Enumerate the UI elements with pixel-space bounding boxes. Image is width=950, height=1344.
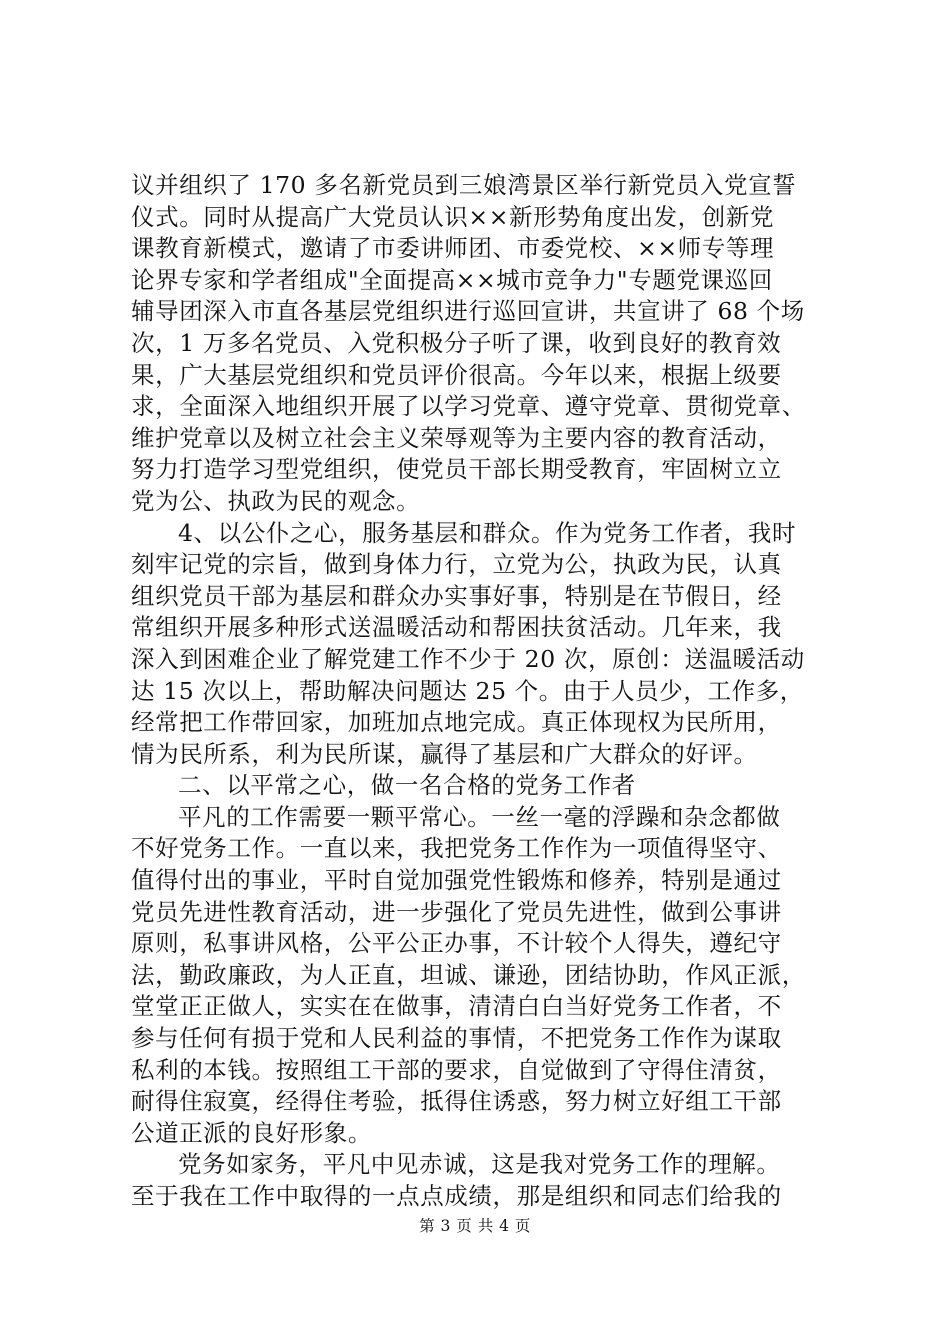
page-number-footer: 第 3 页 共 4 页 <box>419 1217 531 1235</box>
text-line: 论界专家和学者组成"全面提高××城市竞争力"专题党课巡回 <box>131 265 773 294</box>
paragraph-start-line: 党务如家务，平凡中见赤诚，这是我对党务工作的理解。 <box>178 1150 781 1179</box>
text-line: 辅导团深入市直各基层党组织进行巡回宣讲，共宣讲了 68 个场 <box>131 297 805 326</box>
text-line: 议并组织了 170 多名新党员到三娘湾景区举行新党员入党宣誓 <box>131 171 797 199</box>
paragraph-start-line: 4、以公仆之心，服务基层和群众。作为党务工作者，我时 <box>178 518 797 547</box>
text-line: 深入到困难企业了解党建工作不少于 20 次，原创：送温暖活动 <box>131 644 805 673</box>
text-line: 果，广大基层党组织和党员评价很高。今年以来，根据上级要 <box>131 360 782 389</box>
text-line: 党为公、执政为民的观念。 <box>131 486 421 515</box>
text-line: 次，1 万多名党员、入党积极分子听了课，收到良好的教育效 <box>131 328 782 357</box>
paragraph-start-line: 平凡的工作需要一颗平常心。一丝一毫的浮躁和杂念都做 <box>178 802 781 831</box>
text-line: 经常把工作带回家，加班加点地完成。真正体现权为民所用， <box>131 708 782 737</box>
text-line: 常组织开展多种形式送温暖活动和帮困扶贫活动。几年来，我 <box>131 613 782 642</box>
text-line: 法，勤政廉政，为人正直，坦诚、谦逊，团结协助，作风正派， <box>131 960 806 989</box>
text-line: 刻牢记党的宗旨，做到身体力行，立党为公，执政为民，认真 <box>131 550 782 579</box>
text-line: 私利的本钱。按照组工干部的要求，自觉做到了守得住清贫， <box>131 1055 782 1084</box>
text-line: 情为民所系，利为民所谋，赢得了基层和广大群众的好评。 <box>131 739 758 768</box>
text-line: 求，全面深入地组织开展了以学习党章、遵守党章、贯彻党章、 <box>131 392 806 421</box>
text-line: 原则，私事讲风格，公平公正办事，不计较个人得失，遵纪守 <box>131 929 782 958</box>
text-line: 党员先进性教育活动，进一步强化了党员先进性，做到公事讲 <box>131 897 782 926</box>
text-line: 值得付出的事业，平时自觉加强党性锻炼和修养，特别是通过 <box>131 866 782 895</box>
text-line: 公道正派的良好形象。 <box>131 1118 372 1147</box>
text-line: 维护党章以及树立社会主义荣辱观等为主要内容的教育活动， <box>131 423 782 452</box>
text-line: 耐得住寂寞，经得住考验，抵得住诱惑，努力树立好组工干部 <box>131 1087 782 1116</box>
text-line: 组织党员干部为基层和群众办实事好事，特别是在节假日，经 <box>131 581 782 610</box>
text-line: 不好党务工作。一直以来，我把党务工作作为一项值得坚守、 <box>131 834 782 863</box>
text-line: 仪式。同时从提高广大党员认识××新形势角度出发，创新党 <box>131 202 775 231</box>
body-text <box>131 170 831 1213</box>
text-line: 参与任何有损于党和人民利益的事情，不把党务工作作为谋取 <box>131 1024 782 1053</box>
text-line: 堂堂正正做人，实实在在做事，清清白白当好党务工作者，不 <box>131 992 782 1021</box>
section-heading: 二、以平常之心，做一名合格的党务工作者 <box>178 771 636 800</box>
text-line: 至于我在工作中取得的一点点成绩，那是组织和同志们给我的 <box>131 1182 782 1210</box>
text-line: 课教育新模式，邀请了市委讲师团、市委党校、××师专等理 <box>131 234 775 263</box>
text-line: 达 15 次以上，帮助解决问题达 25 个。由于人员少，工作多， <box>131 676 804 705</box>
text-line: 努力打造学习型党组织，使党员干部长期受教育，牢固树立立 <box>131 455 782 484</box>
